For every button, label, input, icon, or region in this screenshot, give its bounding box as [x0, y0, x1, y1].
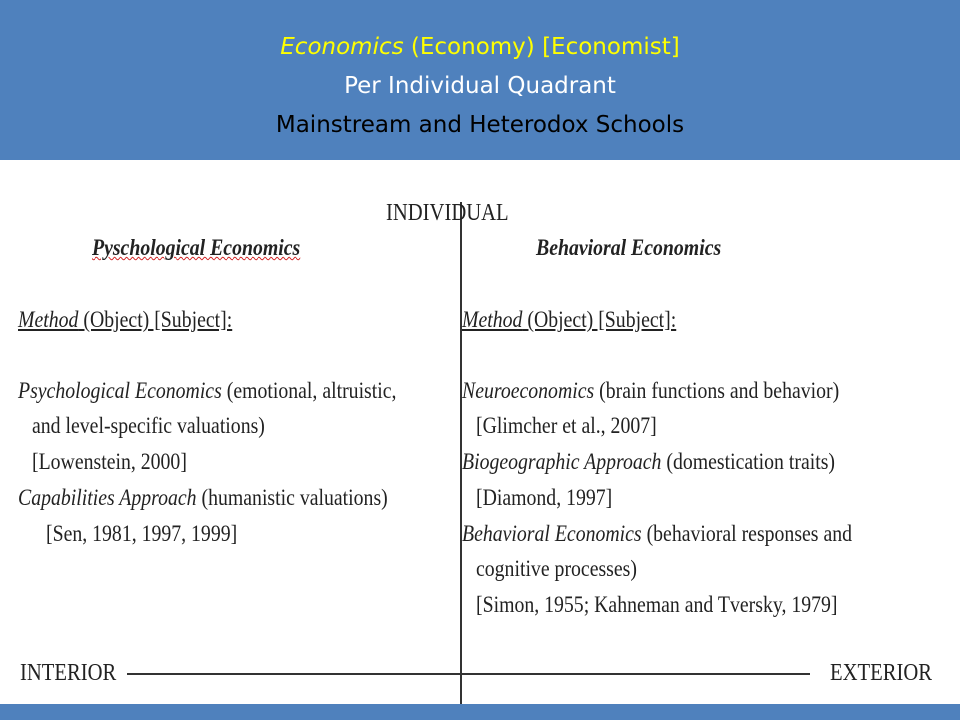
- left-line-1: Psychological Economics (emotional, altruistic,: [18, 378, 397, 403]
- title-economy-economist: (Economy) [Economist]: [410, 34, 680, 60]
- slide-title-banner: [0, 0, 960, 160]
- left-heading: Pyschological Economics: [92, 235, 301, 260]
- left-line-2: and level-specific valuations): [32, 413, 265, 438]
- axis-label-individual: INDIVIDUAL: [386, 200, 509, 226]
- title-economics: Economics: [280, 34, 404, 60]
- right-line-6: cognitive processes): [476, 556, 637, 581]
- right-line-7: [Simon, 1955; Kahneman and Tversky, 1979]: [476, 592, 838, 617]
- axis-label-exterior: EXTERIOR: [830, 660, 933, 686]
- right-line-5: Behavioral Economics (behavioral responses and: [462, 521, 853, 546]
- horizontal-axis: [127, 673, 810, 675]
- right-line-3: Biogeographic Approach (domestication traits): [462, 449, 836, 474]
- footer-bar: [0, 704, 960, 720]
- left-line-4: Capabilities Approach (humanistic valuations): [18, 485, 388, 510]
- title-line-1: [0, 34, 960, 60]
- title-line-3: Mainstream and Heterodox Schools: [275, 112, 685, 138]
- right-heading: Behavioral Economics: [536, 235, 722, 260]
- right-method-label: Method (Object) [Subject]:: [462, 307, 677, 332]
- axis-label-interior: INTERIOR: [20, 660, 117, 686]
- right-line-4: [Diamond, 1997]: [476, 485, 613, 510]
- right-line-1: Neuroeconomics (brain functions and behavior): [462, 378, 840, 403]
- right-line-2: [Glimcher et al., 2007]: [476, 413, 657, 438]
- left-line-3: [Lowenstein, 2000]: [32, 449, 187, 474]
- quadrant-diagram: [0, 160, 960, 704]
- left-method-label: Method (Object) [Subject]:: [18, 307, 233, 332]
- title-line-2: Per Individual Quadrant: [344, 73, 616, 99]
- left-line-5: [Sen, 1981, 1997, 1999]: [46, 521, 238, 546]
